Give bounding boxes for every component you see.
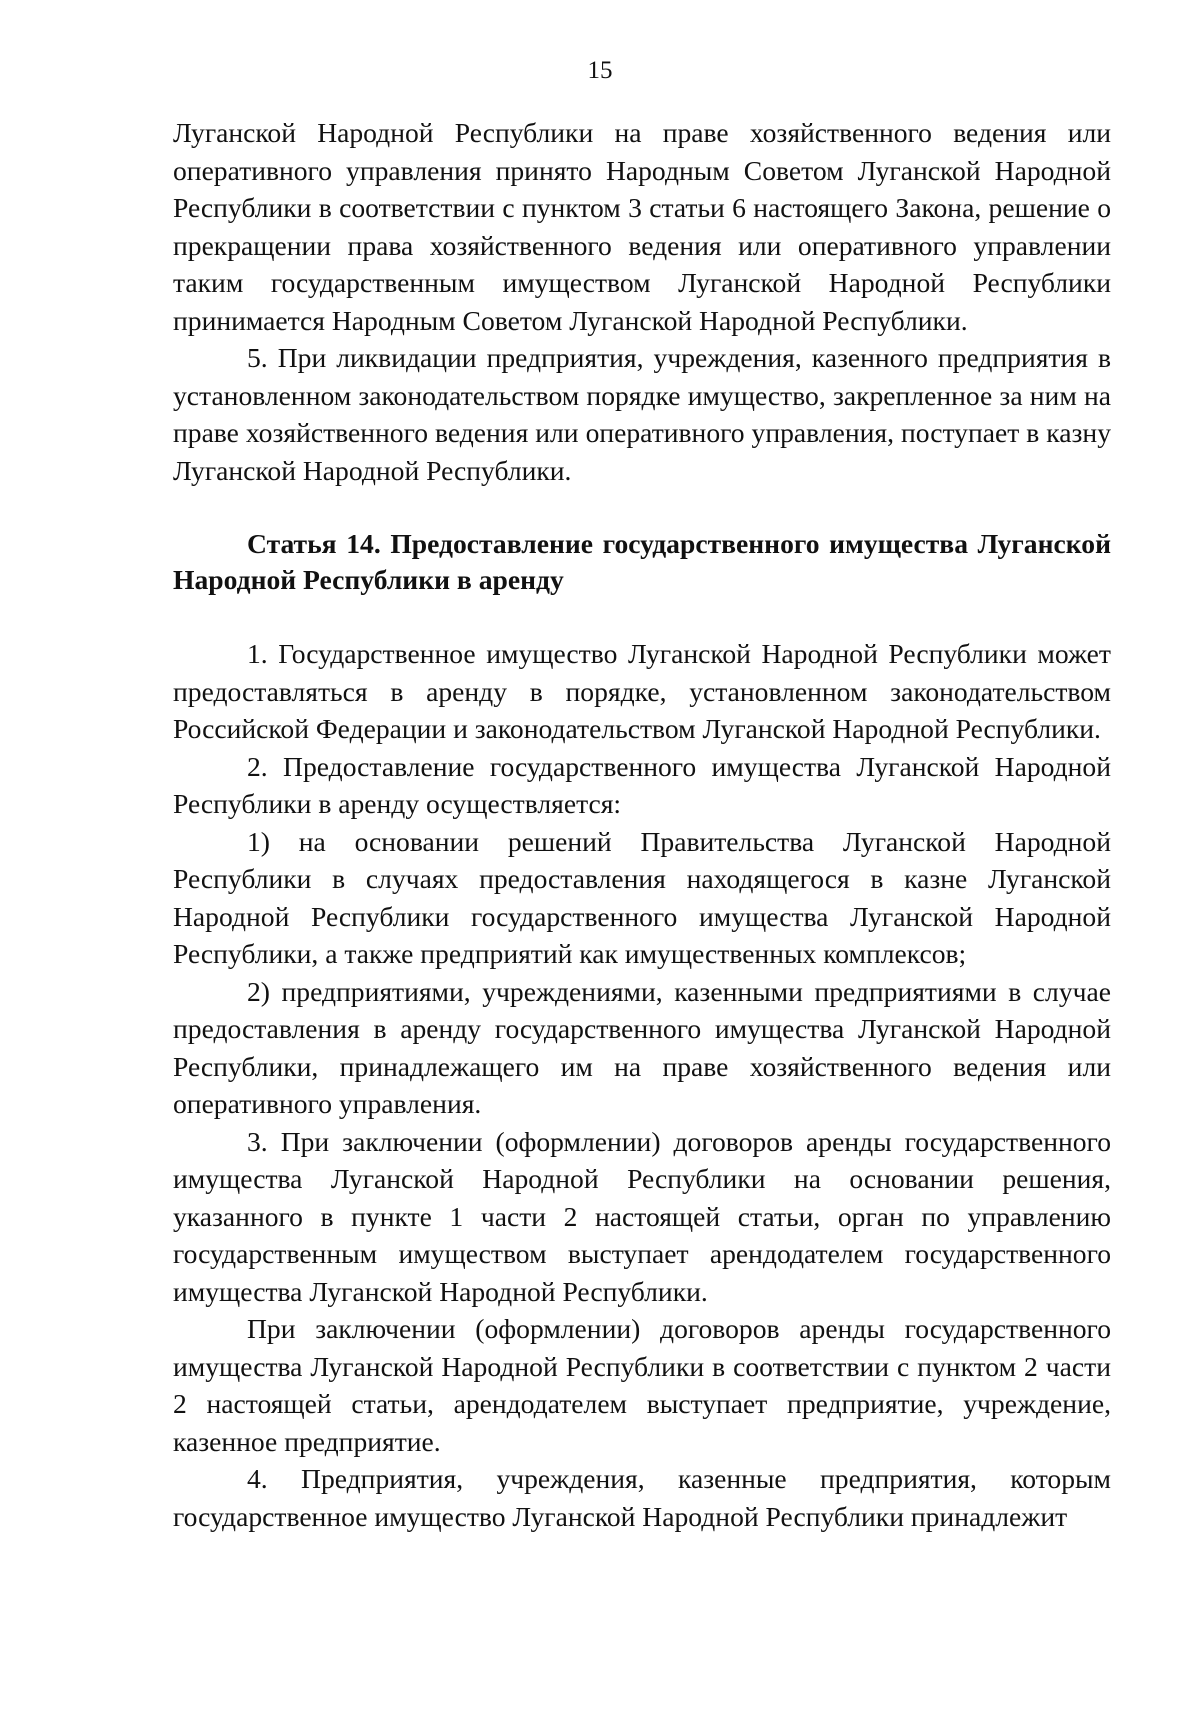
paragraph-item-1: 1. Государственное имущество Луганской Народной Республики может предоставляться в аренду в порядке, установленном законодательством Российской Федерации и законодательством Луганской Народной Республики.: [173, 638, 1111, 744]
paragraph-item-4: 4. Предприятия, учреждения, казенные предприятия, которым государственное имущество Луганской Народной Республики принадлежит: [173, 1463, 1111, 1532]
subitem-2: 2) предприятиями, учреждениями, казенными предприятиями в случае предоставления в аренду государственного имущества Луганской Народной Республики, принадлежащего им на праве хозяйственного ведения или оперативного управления.: [173, 975, 1111, 1119]
paragraph-item-3: 3. При заключении (оформлении) договоров аренды государственного имущества Луганской Народной Республики на основании решения, указанного в пункте 1 части 2 настоящей статьи, орган по управлению государственным имуществом выступает арендодателем государственного имущества Луганской Народной Республики.: [173, 1125, 1111, 1307]
document-body: [173, 114, 1111, 1535]
article-heading: Статья 14. Предоставление государственного имущества Луганской Народной Республики в аренду: [173, 528, 1111, 595]
page-number: 15: [587, 57, 613, 84]
paragraph-item-2: 2. Предоставление государственного имущества Луганской Народной Республики в аренду осуществляется:: [173, 750, 1111, 819]
paragraph-continuation: Луганской Народной Республики на праве хозяйственного ведения или оперативного управления принято Народным Советом Луганской Народной Республики в соответствии с пунктом 3 статьи 6 настоящего Закона, решение о прекращении права хозяйственного ведения или оперативного управлении таким государственным имуществом Луганской Народной Республики принимается Народным Советом Луганской Народной Республики.: [173, 117, 1111, 336]
paragraph-item-5: 5. При ликвидации предприятия, учреждения, казенного предприятия в установленном законодательством порядке имущество, закрепленное за ним на праве хозяйственного ведения или оперативного управления, поступает в казну Луганской Народной Республики.: [173, 342, 1111, 486]
subitem-1: 1) на основании решений Правительства Луганской Народной Республики в случаях предоставления находящегося в казне Луганской Народной Республики государственного имущества Луганской Народной Республики, а также предприятий как имущественных комплексов;: [173, 825, 1111, 969]
paragraph-lessor: При заключении (оформлении) договоров аренды государственного имущества Луганской Народной Республики в соответствии с пунктом 2 части 2 настоящей статьи, арендодателем выступает предприятие, учреждение, казенное предприятие.: [173, 1313, 1111, 1457]
